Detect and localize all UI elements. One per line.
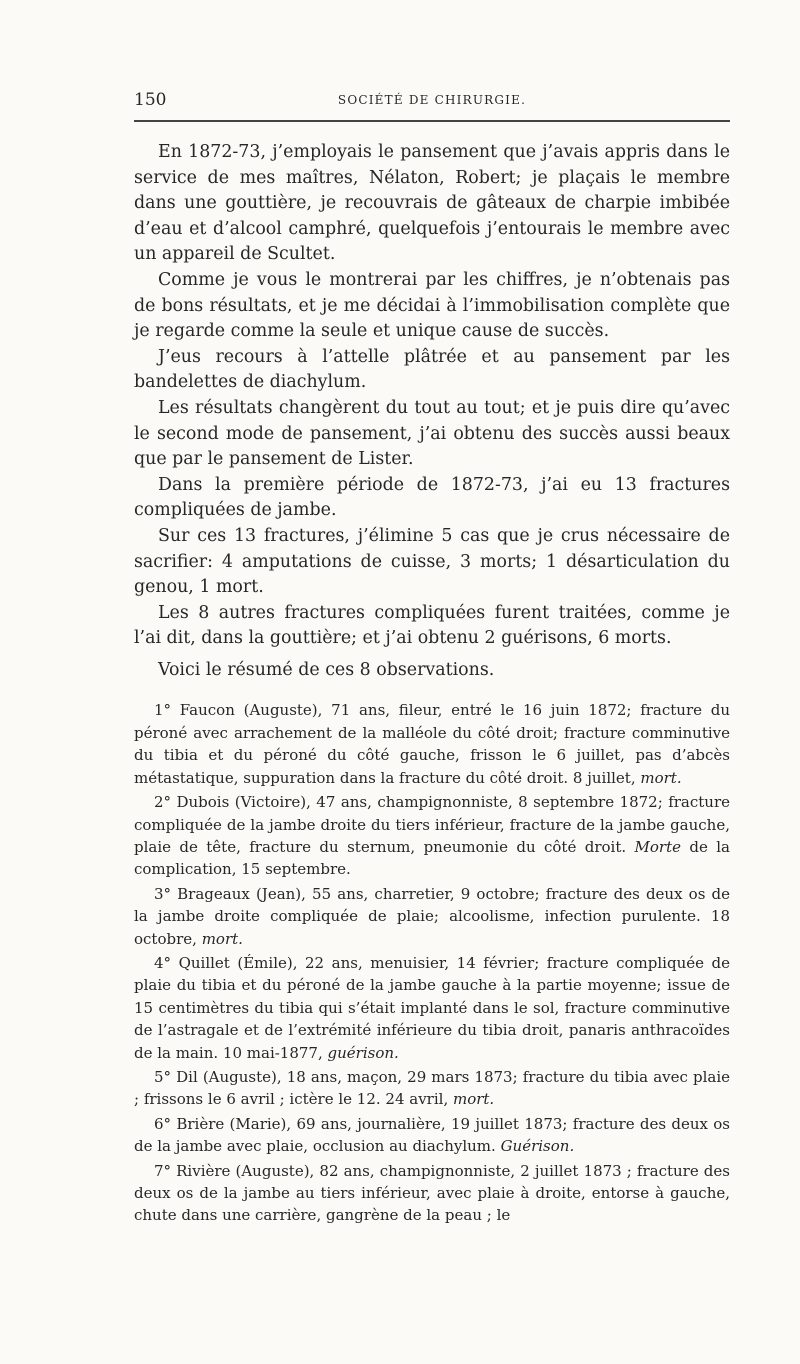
observation-outcome: guérison.	[327, 1043, 399, 1062]
observation-item	[134, 883, 730, 950]
page	[134, 88, 730, 1227]
observation-outcome: Morte	[634, 837, 681, 856]
observation-item	[134, 952, 730, 1064]
observation-item	[134, 699, 730, 789]
observation-after: de la complication, 15 septembre.	[134, 837, 730, 879]
paragraph: Dans la première période de 1872-73, j’ai eu 13 fractures compliquées de jambe.	[134, 474, 730, 521]
observation-text: 1° Faucon (Auguste), 71 ans, fileur, entré le 16 juin 1872; fracture du péroné avec arrachement de la malléole du côté droit; fracture comminutive du tibia et du péroné du côté gauche, frisson le 6 juillet, pas d’abcès métastatique, suppuration dans la fracture du côté droit. 8 juillet,	[134, 701, 730, 787]
body-text	[134, 140, 730, 683]
header-rule	[134, 120, 730, 122]
paragraph: En 1872-73, j’employais le pansement que j’avais appris dans le service de mes maîtres, Nélaton, Robert; je plaçais le membre dans une gouttière, je recouvrais de gâteaux de charpie imbibée d’eau et d’alcool camphré, quelquefois j’entourais le membre avec un appareil de Scultet.	[134, 142, 730, 265]
observation-item	[134, 1160, 730, 1227]
paragraph: Comme je vous le montrerai par les chiffres, je n’obtenais pas de bons résultats, et je me décidai à l’immobilisation complète que je regarde comme la seule et unique cause de succès.	[134, 269, 730, 342]
observation-item	[134, 791, 730, 881]
observations-intro: Voici le résumé de ces 8 observations.	[158, 659, 495, 680]
paragraph: Les résultats changèrent du tout au tout; et je puis dire qu’avec le second mode de pansement, j’ai obtenu des succès aussi beaux que par le pansement de Lister.	[134, 397, 730, 470]
page-header	[134, 88, 730, 114]
observation-item	[134, 1113, 730, 1158]
observation-text: 3° Brageaux (Jean), 55 ans, charretier, 9 octobre; fracture des deux os de la jambe droite compliquée de plaie; alcoolisme, infection purulente. 18 octobre,	[134, 884, 730, 948]
observation-text: 5° Dil (Auguste), 18 ans, maçon, 29 mars 1873; fracture du tibia avec plaie ; frissons le 6 avril ; ictère le 12. 24 avril,	[134, 1067, 730, 1109]
observation-text: 6° Brière (Marie), 69 ans, journalière, 19 juillet 1873; fracture des deux os de la jambe avec plaie, occlusion au diachylum.	[134, 1114, 730, 1156]
observation-item	[134, 1066, 730, 1111]
running-title: SOCIÉTÉ DE CHIRURGIE.	[337, 93, 527, 107]
observation-text: 4° Quillet (Émile), 22 ans, menuisier, 14 février; fracture compliquée de plaie du tibia et du péroné de la jambe gauche à la partie moyenne; issue de 15 centimètres du tibia qui s’était implanté dans le sol, fracture comminutive de l’astragale et de l’extrémité inférieure du tibia droit, panaris anthracoïdes de la main. 10 mai-1877,	[134, 953, 730, 1062]
observation-outcome: Guérison.	[500, 1137, 575, 1156]
paragraph: J’eus recours à l’attelle plâtrée et au pansement par les bandelettes de diachylum.	[134, 346, 730, 393]
observation-outcome: mort.	[201, 929, 243, 948]
paragraph: Les 8 autres fractures compliquées furent traitées, comme je l’ai dit, dans la gouttière; et j’ai obtenu 2 guérisons, 6 morts.	[134, 602, 730, 649]
page-number: 150	[134, 90, 167, 110]
paragraph: Sur ces 13 fractures, j’élimine 5 cas que je crus nécessaire de sacrifier: 4 amputations de cuisse, 3 morts; 1 désarticulation du genou, 1 mort.	[134, 525, 730, 598]
observation-outcome: mort.	[640, 768, 682, 787]
observation-outcome: mort.	[452, 1090, 495, 1109]
observation-text: 7° Rivière (Auguste), 82 ans, champignonniste, 2 juillet 1873 ; fracture des deux os de la jambe au tiers inférieur, avec plaie à droite, entorse à gauche, chute dans une carrière, gangrène de la peau ; le	[134, 1161, 730, 1225]
observation-text: 2° Dubois (Victoire), 47 ans, champignonniste, 8 septembre 1872; fracture compliquée de la jambe droite du tiers inférieur, fracture de la jambe gauche, plaie de tête, fracture du sternum, pneumonie du côté droit.	[134, 793, 730, 856]
observations-list	[134, 699, 730, 1226]
